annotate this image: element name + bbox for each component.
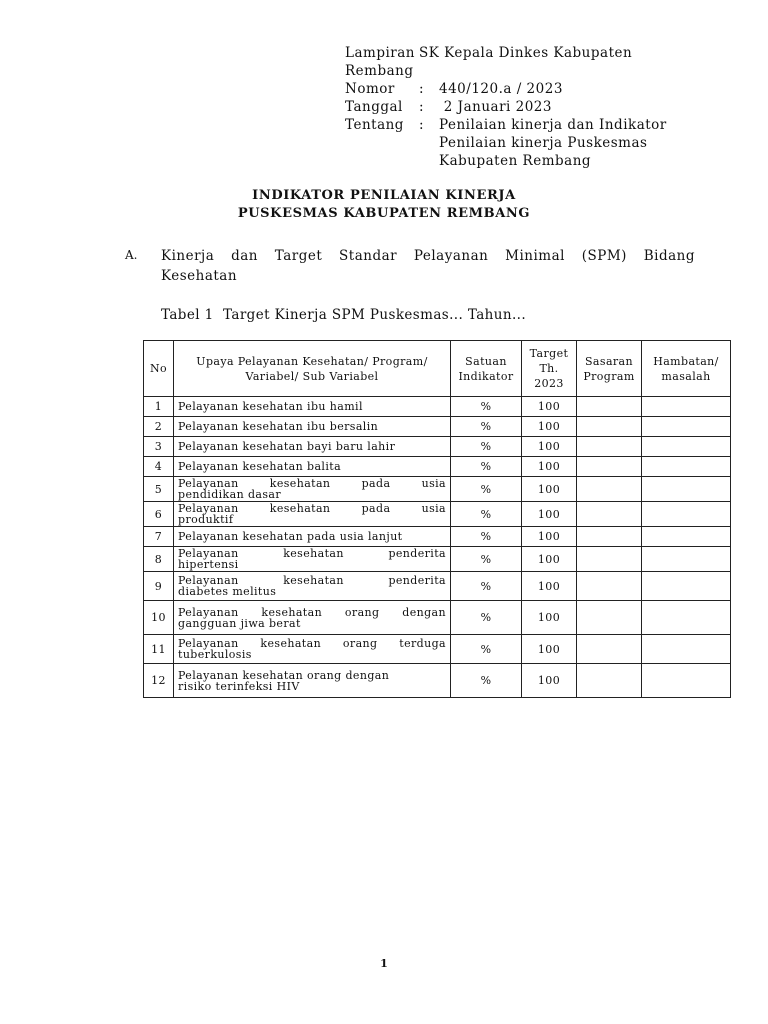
row-target: 100 — [522, 437, 577, 457]
row-no: 4 — [144, 457, 174, 477]
header-no: No — [144, 341, 174, 397]
row-satuan: % — [451, 502, 522, 527]
row-upaya — [174, 502, 451, 527]
row-sasaran — [577, 547, 642, 572]
row-target: 100 — [522, 547, 577, 572]
table-row — [144, 527, 731, 547]
document-title-line-2: PUSKESMAS KABUPATEN REMBANG — [237, 206, 531, 221]
row-hambatan — [642, 601, 731, 635]
row-sasaran — [577, 572, 642, 601]
row-hambatan — [642, 527, 731, 547]
header-hambatan: Hambatan/ masalah — [642, 341, 731, 397]
lampiran-value-2: Rembang — [345, 63, 414, 79]
row-satuan: % — [451, 397, 522, 417]
nomor-colon: : — [419, 81, 425, 97]
row-no: 5 — [144, 477, 174, 502]
table-row — [144, 601, 731, 635]
row-sasaran — [577, 437, 642, 457]
row-upaya — [174, 664, 451, 698]
row-target: 100 — [522, 527, 577, 547]
lampiran-value: SK Kepala Dinkes Kabupaten — [419, 45, 633, 61]
header-tentang-2 — [345, 134, 705, 152]
row-upaya — [174, 477, 451, 502]
table-row — [144, 397, 731, 417]
row-no: 6 — [144, 502, 174, 527]
spm-target-table — [143, 340, 731, 698]
row-upaya: Pelayanan kesehatan ibu hamil — [174, 397, 451, 417]
row-sasaran — [577, 635, 642, 664]
row-upaya-line-2: produktif — [178, 513, 234, 526]
row-hambatan — [642, 502, 731, 527]
row-hambatan — [642, 437, 731, 457]
document-header — [345, 44, 705, 170]
row-upaya-line-2: tuberkulosis — [178, 648, 252, 661]
row-satuan: % — [451, 572, 522, 601]
row-upaya — [174, 635, 451, 664]
row-no: 12 — [144, 664, 174, 698]
row-sasaran — [577, 477, 642, 502]
table-row — [144, 547, 731, 572]
row-target: 100 — [522, 417, 577, 437]
tanggal-value: 2 Januari 2023 — [439, 99, 552, 115]
row-sasaran — [577, 664, 642, 698]
row-upaya-line-2: diabetes melitus — [178, 585, 277, 598]
row-no: 3 — [144, 437, 174, 457]
row-upaya-line-1: Pelayanan kesehatan penderita — [178, 547, 446, 560]
row-target: 100 — [522, 635, 577, 664]
row-target: 100 — [522, 457, 577, 477]
table-row — [144, 437, 731, 457]
row-target: 100 — [522, 664, 577, 698]
spacer — [345, 152, 419, 170]
header-tentang — [345, 116, 705, 134]
section-a-text-line-1: Kinerja dan Target Standar Pelayanan Minimal (SPM) Bidang — [161, 248, 695, 264]
spacer — [419, 152, 439, 170]
row-sasaran — [577, 502, 642, 527]
header-upaya: Upaya Pelayanan Kesehatan/ Program/ Variabel/ Sub Variabel — [174, 341, 451, 397]
row-hambatan — [642, 417, 731, 437]
row-no: 2 — [144, 417, 174, 437]
row-upaya-line-2: hipertensi — [178, 558, 239, 571]
row-satuan: % — [451, 477, 522, 502]
row-no: 9 — [144, 572, 174, 601]
row-upaya — [174, 572, 451, 601]
row-hambatan — [642, 397, 731, 417]
tanggal-colon: : — [419, 99, 425, 115]
page-number: 1 — [380, 957, 388, 970]
header-tanggal — [345, 98, 705, 116]
row-upaya: Pelayanan kesehatan ibu bersalin — [174, 417, 451, 437]
row-satuan: % — [451, 417, 522, 437]
row-target: 100 — [522, 502, 577, 527]
row-satuan: % — [451, 547, 522, 572]
row-hambatan — [642, 664, 731, 698]
table-caption: Tabel 1 Target Kinerja SPM Puskesmas... Tahun... — [161, 307, 527, 323]
row-target: 100 — [522, 397, 577, 417]
spacer — [419, 134, 439, 152]
row-satuan: % — [451, 601, 522, 635]
table-row — [144, 664, 731, 698]
table-row — [144, 635, 731, 664]
row-satuan: % — [451, 635, 522, 664]
section-a-text-line-2: Kesehatan — [161, 268, 238, 284]
row-upaya-line-1: Pelayanan kesehatan penderita — [178, 574, 446, 587]
header-nomor — [345, 80, 705, 98]
nomor-value: 440/120.a / 2023 — [439, 81, 563, 97]
row-upaya: Pelayanan kesehatan balita — [174, 457, 451, 477]
row-sasaran — [577, 457, 642, 477]
tentang-colon: : — [419, 117, 425, 133]
row-upaya-line-2: gangguan jiwa berat — [178, 616, 301, 630]
row-hambatan — [642, 572, 731, 601]
tentang-value-3: Kabupaten Rembang — [439, 153, 592, 169]
row-sasaran — [577, 417, 642, 437]
row-sasaran — [577, 397, 642, 417]
row-target: 100 — [522, 477, 577, 502]
header-satuan: Satuan Indikator — [451, 341, 522, 397]
header-lampiran — [345, 44, 705, 62]
row-upaya-line-1: Pelayanan kesehatan orang terduga — [178, 637, 446, 650]
tentang-value-2: Penilaian kinerja Puskesmas — [439, 135, 648, 151]
row-no: 8 — [144, 547, 174, 572]
lampiran-label: Lampiran — [345, 45, 415, 61]
row-upaya: Pelayanan kesehatan pada usia lanjut — [174, 527, 451, 547]
header-sasaran: Sasaran Program — [577, 341, 642, 397]
row-hambatan — [642, 457, 731, 477]
header-lampiran-cont — [345, 62, 705, 80]
tanggal-label: Tanggal — [345, 99, 403, 115]
row-satuan: % — [451, 437, 522, 457]
section-a-letter: A. — [125, 248, 138, 262]
header-target: Target Th. 2023 — [522, 341, 577, 397]
row-no: 10 — [144, 601, 174, 635]
table-row — [144, 572, 731, 601]
row-target: 100 — [522, 572, 577, 601]
row-sasaran — [577, 527, 642, 547]
header-tentang-3 — [345, 152, 705, 170]
row-upaya — [174, 547, 451, 572]
table-row — [144, 477, 731, 502]
row-upaya-line-2: risiko terinfeksi HIV — [178, 679, 300, 693]
table-row — [144, 417, 731, 437]
row-upaya-line-2: pendidikan dasar — [178, 488, 282, 501]
tentang-label: Tentang — [345, 117, 404, 133]
row-target: 100 — [522, 601, 577, 635]
document-title-line-1: INDIKATOR PENILAIAN KINERJA — [252, 188, 516, 203]
spacer — [345, 134, 419, 152]
row-no: 1 — [144, 397, 174, 417]
row-upaya-line-1: Pelayanan kesehatan pada usia — [178, 502, 446, 515]
row-satuan: % — [451, 527, 522, 547]
row-upaya-line-1: Pelayanan kesehatan pada usia — [178, 477, 446, 490]
nomor-label: Nomor — [345, 81, 395, 97]
row-no: 11 — [144, 635, 174, 664]
table-row — [144, 457, 731, 477]
row-satuan: % — [451, 457, 522, 477]
row-hambatan — [642, 547, 731, 572]
row-hambatan — [642, 477, 731, 502]
row-upaya-line-1: Pelayanan kesehatan orang dengan — [178, 668, 390, 682]
row-sasaran — [577, 601, 642, 635]
table-header-row — [144, 341, 731, 397]
row-hambatan — [642, 635, 731, 664]
row-upaya — [174, 601, 451, 635]
row-satuan: % — [451, 664, 522, 698]
tentang-value-1: Penilaian kinerja dan Indikator — [439, 117, 667, 133]
table-row — [144, 502, 731, 527]
row-upaya: Pelayanan kesehatan bayi baru lahir — [174, 437, 451, 457]
row-no: 7 — [144, 527, 174, 547]
row-upaya-line-1: Pelayanan kesehatan orang dengan — [178, 605, 446, 619]
